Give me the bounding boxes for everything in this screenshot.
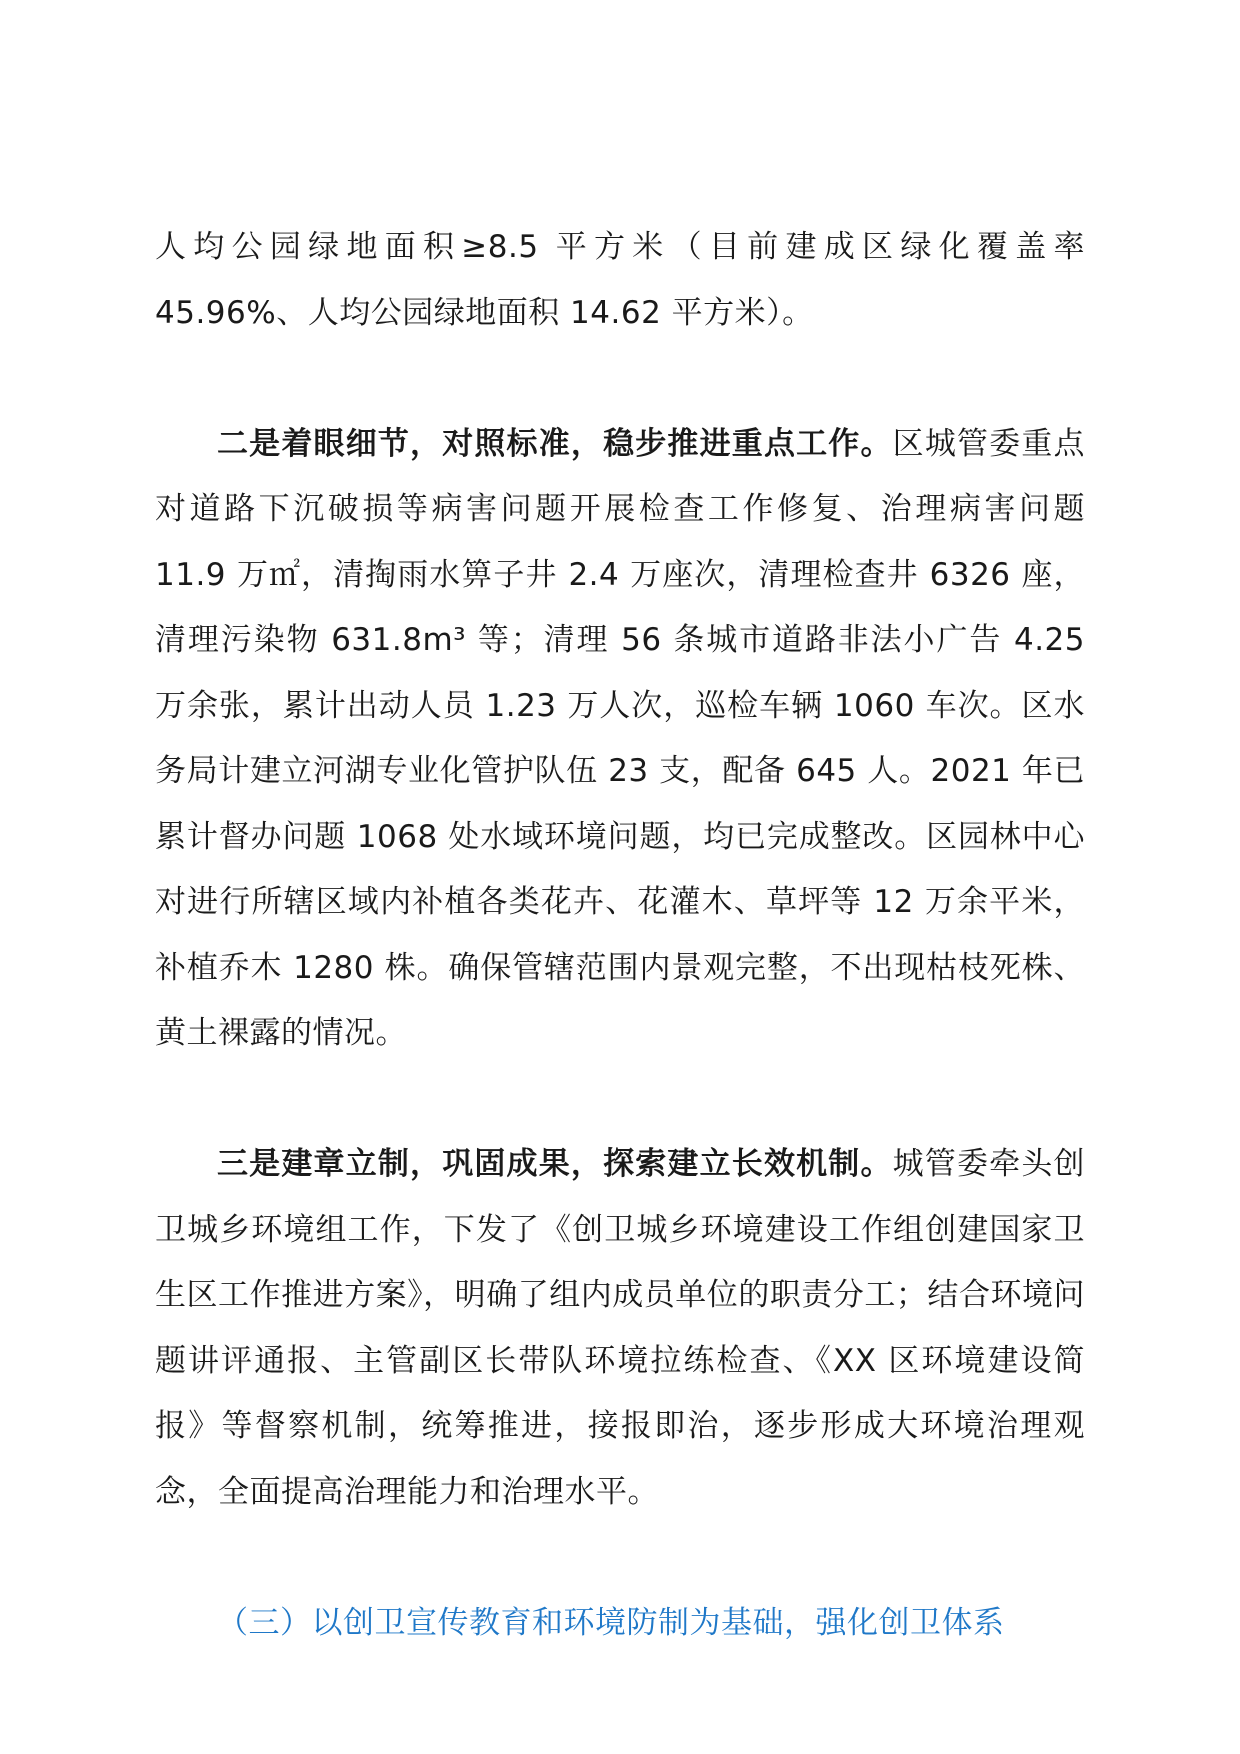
paragraph-lead-bold: 三是建章立制，巩固成果，探索建立长效机制。 [217, 1146, 893, 1182]
paragraph-greening-stats: 人均公园绿地面积≥8.5 平方米（目前建成区绿化覆盖率 45.96%、人均公园绿地面积 14.62 平方米）。 [155, 229, 1085, 331]
document-body [155, 215, 1085, 1656]
paragraph-body-text: 城管委牵头创卫城乡环境组工作，下发了《创卫城乡环境建设工作组创建国家卫生区工作推进方案》，明确了组内成员单位的职责分工；结合环境问题讲评通报、主管副区长带队环境拉练检查、《XX 区环境建设简报》等督察机制，统筹推进，接报即治，逐步形成大环境治理观念，全面提高治理能力和治理水平。 [155, 1146, 1086, 1510]
section-heading: （三）以创卫宣传教育和环境防制为基础，强化创卫体系 [217, 1604, 1005, 1641]
paragraph-body-text: 区城管委重点对道路下沉破损等病害问题开展检查工作修复、治理病害问题 11.9 万㎡，清掏雨水箅子井 2.4 万座次，清理检查井 6326 座，清理污染物 631.8m³ 等；清理 56 条城市道路非法小广告 4.25 万余张，累计出动人员 1.23 万人次，巡检车辆 1060 车次。区水务局计建立河湖专业化管护队伍 23 支，配备 645 人。2021 年已累计督办问题 1068 处水域环境问题，均已完成整改。区园林中心对进行所辖区域内补植各类花卉、花灌木、草坪等 12 万余平米，补植乔木 1280 株。确保管辖范围内景观完整，不出现枯枝死株、黄土裸露的情况。 [155, 425, 1086, 1051]
paragraph-key-work [155, 412, 1085, 1067]
paragraph-long-term-mechanism [155, 1132, 1085, 1525]
paragraph-lead-bold: 二是着眼细节，对照标准，稳步推进重点工作。 [217, 425, 893, 462]
